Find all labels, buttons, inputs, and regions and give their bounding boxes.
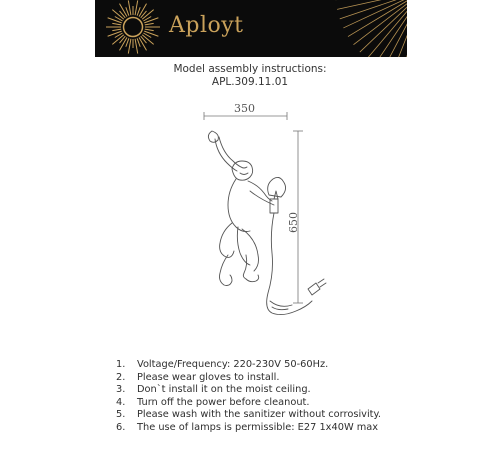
height-label: 650 — [287, 212, 300, 233]
instruction-text: Don`t install it on the moist ceiling. — [137, 384, 311, 396]
document-title: Model assembly instructions: — [173, 63, 327, 75]
instruction-number: 6. — [116, 421, 126, 433]
instruction-item — [116, 372, 381, 385]
instruction-item — [116, 384, 381, 397]
instruction-text: Voltage/Frequency: 220-230V 50-60Hz. — [137, 359, 329, 370]
instruction-text: Turn off the power before cleanout. — [137, 396, 310, 408]
brand-name: Aployt — [169, 13, 244, 38]
instruction-item — [116, 397, 381, 410]
instruction-number: 2. — [116, 371, 126, 383]
width-label: 350 — [234, 102, 255, 115]
instruction-number: 4. — [116, 396, 126, 408]
instruction-number: 5. — [116, 409, 126, 421]
instruction-item — [116, 409, 381, 422]
instruction-item — [116, 359, 381, 372]
instruction-number: 1. — [116, 359, 126, 370]
instruction-text: Please wash with the sanitizer without corrosivity. — [137, 409, 382, 421]
monkey-lamp-icon — [208, 131, 326, 315]
instructions-list — [116, 359, 381, 435]
instruction-text: Please wear gloves to install. — [137, 371, 280, 383]
instruction-number: 3. — [116, 384, 126, 396]
model-code: APL.309.11.01 — [211, 76, 289, 88]
instruction-item — [116, 422, 381, 435]
instruction-text: The use of lamps is permissible: E27 1x40W max — [137, 421, 379, 433]
monkey-lamp-drawing — [190, 95, 360, 335]
sun-ray-icon — [95, 0, 407, 57]
brand-banner — [95, 0, 407, 57]
